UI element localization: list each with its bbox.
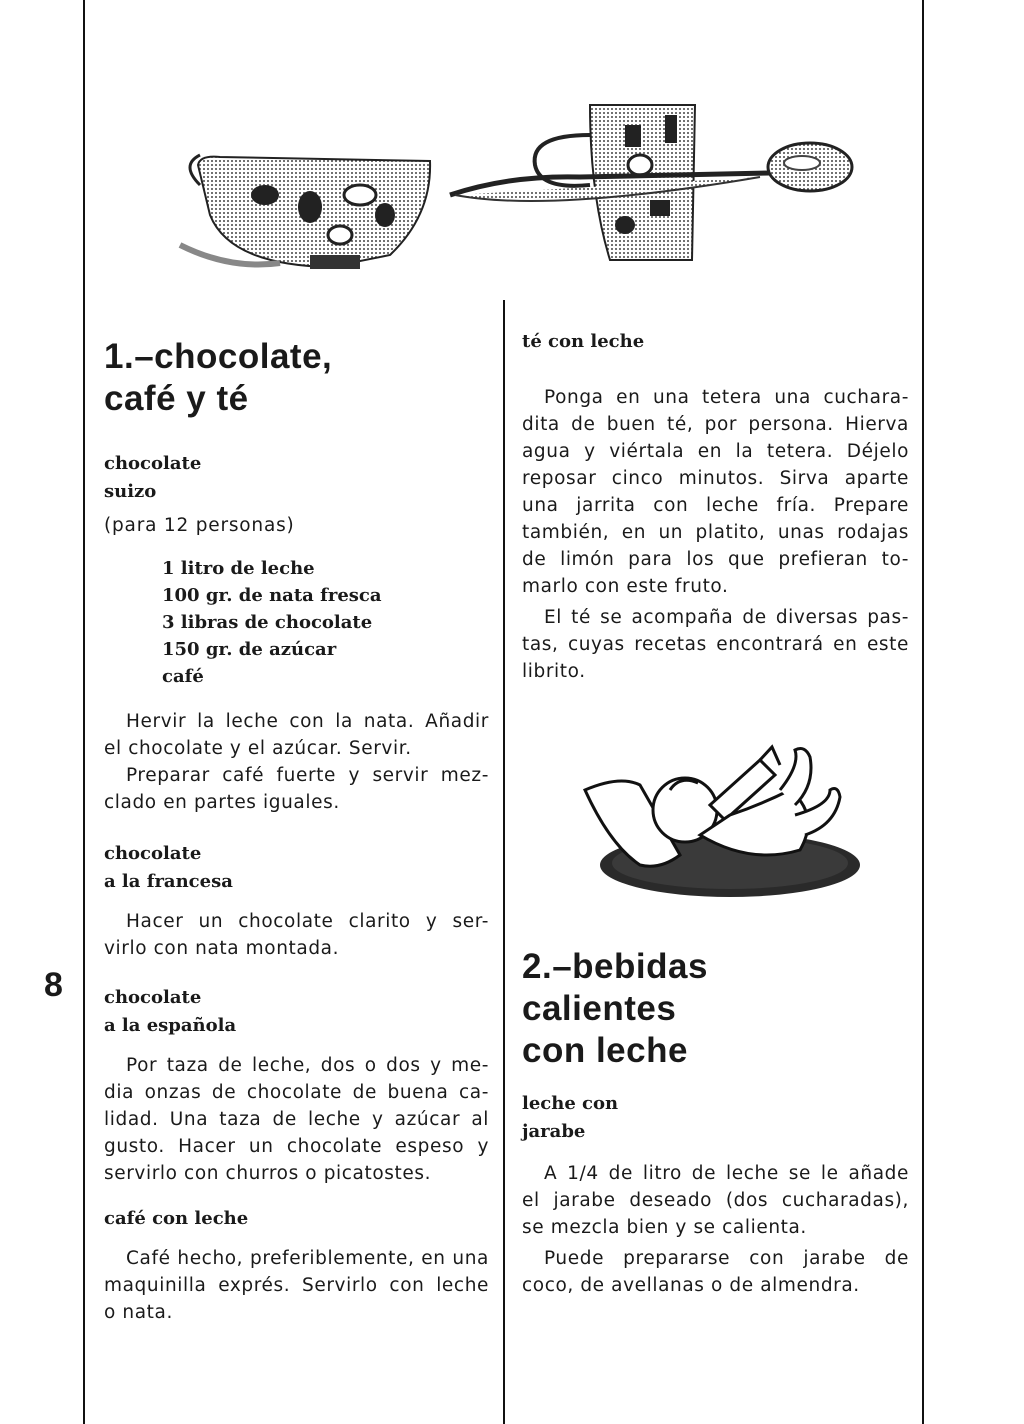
recipe-title-leche-con-jarabe: leche con jarabe [522, 1093, 619, 1142]
ingredient: café [162, 666, 204, 687]
recipe-body: Café hecho, preferiblemente, en una maquinilla exprés. Servirlo con leche o nata. [104, 1248, 489, 1323]
left-column [104, 336, 489, 1326]
recipe-cafe-con-leche [104, 1205, 489, 1326]
right-column-lower [522, 946, 909, 1299]
column-divider [503, 300, 505, 1424]
recipe-servings: (para 12 personas) [104, 515, 295, 536]
page-number: 8 [44, 966, 63, 1004]
recipe-body: A 1/4 de litro de leche se le añade el jarabe deseado (dos cucharadas), se mezcla bien y se calienta. Puede prepararse con jarabe de coco, de avellanas o de almendra. [522, 1163, 909, 1296]
ingredient: 100 gr. de nata fresca [162, 585, 382, 606]
section-title-1: 1.–chocolate, café y té [104, 337, 333, 418]
recipe-body: Ponga en una tetera una cuchara- dita de buen té, por persona. Hierva agua y viértala en la tetera. Déjelo reposar cinco minutos. Sirva aparte una jarrita con leche fría. Prepare también, en un platito, unas rodajas de limón para los que prefieran to- marlo con este fruto. El té se acompaña de diversas pas- tas, cuyas recetas encontrará en este librito. [522, 387, 909, 682]
right-column [522, 328, 909, 685]
recipe-body: Hacer un chocolate clarito y ser- virlo con nata montada. [104, 911, 489, 959]
recipe-body: Por taza de leche, dos o dos y me- dia onzas de chocolate de buena ca- lidad. Una taza de leche y azúcar al gusto. Hacer un chocolate espeso y servirlo con churros o picatostes. [104, 1055, 489, 1184]
cups-illustration [170, 95, 870, 285]
ingredient: 1 litro de leche [162, 558, 315, 579]
baby-illustration [580, 735, 870, 905]
ingredient: 150 gr. de azúcar [162, 639, 337, 660]
recipe-title: café con leche [104, 1208, 249, 1229]
recipe-title: chocolate a la francesa [104, 843, 233, 892]
recipe-chocolate-suizo [104, 450, 489, 816]
section-title-2: 2.–bebidas calientes con leche [522, 947, 708, 1070]
recipe-title: chocolate suizo [104, 453, 202, 502]
recipe-body: Hervir la leche con la nata. Añadir el chocolate y el azúcar. Servir. Preparar café fuerte y servir mez- clado en partes iguales. [104, 711, 489, 813]
ingredient-list [162, 555, 489, 690]
recipe-chocolate-francesa [104, 840, 489, 962]
left-border-rule [83, 0, 85, 1424]
recipe-title-te-con-leche: té con leche [522, 331, 645, 352]
recipe-title: chocolate a la española [104, 987, 237, 1036]
recipe-chocolate-espanola [104, 984, 489, 1187]
right-border-rule [922, 0, 924, 1424]
ingredient: 3 libras de chocolate [162, 612, 373, 633]
